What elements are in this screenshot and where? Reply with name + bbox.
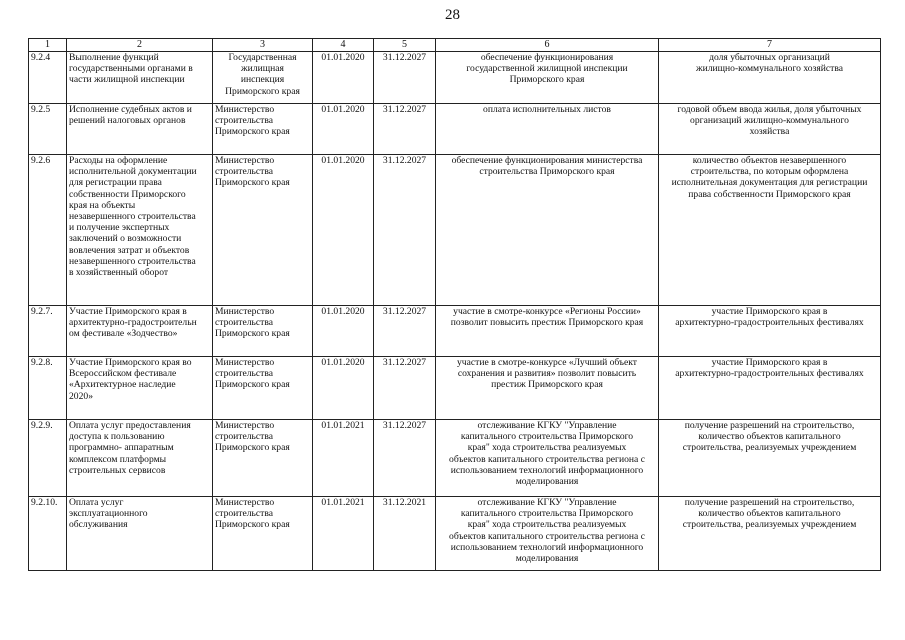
end-date: 31.12.2027 (374, 52, 436, 104)
column-header-3: 3 (213, 39, 313, 52)
start-date: 01.01.2020 (313, 306, 374, 357)
indicator: годовой объем ввода жилья, доля убыточных организаций жилищно-коммунального хозяйства (659, 104, 881, 155)
table-row (29, 104, 881, 155)
executor: Министерство строительства Приморского края (213, 155, 313, 306)
table-row (29, 52, 881, 104)
header-row (29, 39, 881, 52)
start-date: 01.01.2021 (313, 497, 374, 571)
start-date: 01.01.2021 (313, 420, 374, 497)
table-row (29, 306, 881, 357)
expected-result: участие в смотре-конкурсе «Лучший объект сохранения и развития» позволит повысить престиж Приморского края (436, 357, 659, 420)
expected-result: участие в смотре-конкурсе «Регионы России» позволит повысить престиж Приморского края (436, 306, 659, 357)
activity-name: Оплата услуг предоставления доступа к пользованию программно- аппаратным комплексом платформы строительных сервисов (67, 420, 213, 497)
row-code: 9.2.5 (29, 104, 67, 155)
activity-name: Выполнение функций государственными органами в части жилищной инспекции (67, 52, 213, 104)
activity-name: Оплата услуг эксплуатационного обслуживания (67, 497, 213, 571)
row-code: 9.2.4 (29, 52, 67, 104)
end-date: 31.12.2027 (374, 306, 436, 357)
executor: Министерство строительства Приморского края (213, 357, 313, 420)
end-date: 31.12.2027 (374, 104, 436, 155)
indicator: количество объектов незавершенного строительства, по которым оформлена исполнительная документация для регистрации права собственности Приморского края (659, 155, 881, 306)
column-header-6: 6 (436, 39, 659, 52)
activity-name: Участие Приморского края в архитектурно-градостроительн ом фестивале «Зодчество» (67, 306, 213, 357)
executor: Государственная жилищная инспекция Приморского края (213, 52, 313, 104)
indicator: участие Приморского края в архитектурно-градостроительных фестивалях (659, 357, 881, 420)
indicator: доля убыточных организаций жилищно-коммунального хозяйства (659, 52, 881, 104)
expected-result: отслеживание КГКУ "Управление капитального строительства Приморского края" хода строительства реализуемых объектов капитального строительства региона с использованием технологий информационного моделирования (436, 420, 659, 497)
end-date: 31.12.2027 (374, 155, 436, 306)
activity-name: Участие Приморского края во Всероссийском фестивале «Архитектурное наследие 2020» (67, 357, 213, 420)
executor: Министерство строительства Приморского края (213, 420, 313, 497)
expected-result: обеспечение функционирования государственной жилищной инспекции Приморского края (436, 52, 659, 104)
column-header-2: 2 (67, 39, 213, 52)
executor: Министерство строительства Приморского края (213, 306, 313, 357)
indicator: участие Приморского края в архитектурно-градостроительных фестивалях (659, 306, 881, 357)
row-code: 9.2.6 (29, 155, 67, 306)
row-code: 9.2.7. (29, 306, 67, 357)
table-row (29, 497, 881, 571)
page-number: 28 (445, 7, 460, 23)
activity-name: Исполнение судебных актов и решений налоговых органов (67, 104, 213, 155)
start-date: 01.01.2020 (313, 52, 374, 104)
row-code: 9.2.10. (29, 497, 67, 571)
row-code: 9.2.9. (29, 420, 67, 497)
indicator: получение разрешений на строительство, количество объектов капитального строительства, реализуемых учреждением (659, 420, 881, 497)
executor: Министерство строительства Приморского края (213, 104, 313, 155)
start-date: 01.01.2020 (313, 104, 374, 155)
table-row (29, 357, 881, 420)
expected-result: оплата исполнительных листов (436, 104, 659, 155)
end-date: 31.12.2027 (374, 420, 436, 497)
expected-result: отслеживание КГКУ "Управление капитального строительства Приморского края" хода строительства реализуемых объектов капитального строительства региона с использованием технологий информационного моделирования (436, 497, 659, 571)
expected-result: обеспечение функционирования министерства строительства Приморского края (436, 155, 659, 306)
indicator: получение разрешений на строительство, количество объектов капитального строительства, реализуемых учреждением (659, 497, 881, 571)
program-activities-table (28, 38, 881, 571)
column-header-7: 7 (659, 39, 881, 52)
table-row (29, 420, 881, 497)
end-date: 31.12.2021 (374, 497, 436, 571)
column-header-5: 5 (374, 39, 436, 52)
executor: Министерство строительства Приморского края (213, 497, 313, 571)
table-row (29, 155, 881, 306)
start-date: 01.01.2020 (313, 155, 374, 306)
row-code: 9.2.8. (29, 357, 67, 420)
end-date: 31.12.2027 (374, 357, 436, 420)
start-date: 01.01.2020 (313, 357, 374, 420)
activity-name: Расходы на оформление исполнительной документации для регистрации права собственности Приморского края на объекты незавершенного строительства и получение экспертных заключений о возможности вовлечения затрат и объектов незавершенного строительства в хозяйственный оборот (67, 155, 213, 306)
column-header-1: 1 (29, 39, 67, 52)
column-header-4: 4 (313, 39, 374, 52)
